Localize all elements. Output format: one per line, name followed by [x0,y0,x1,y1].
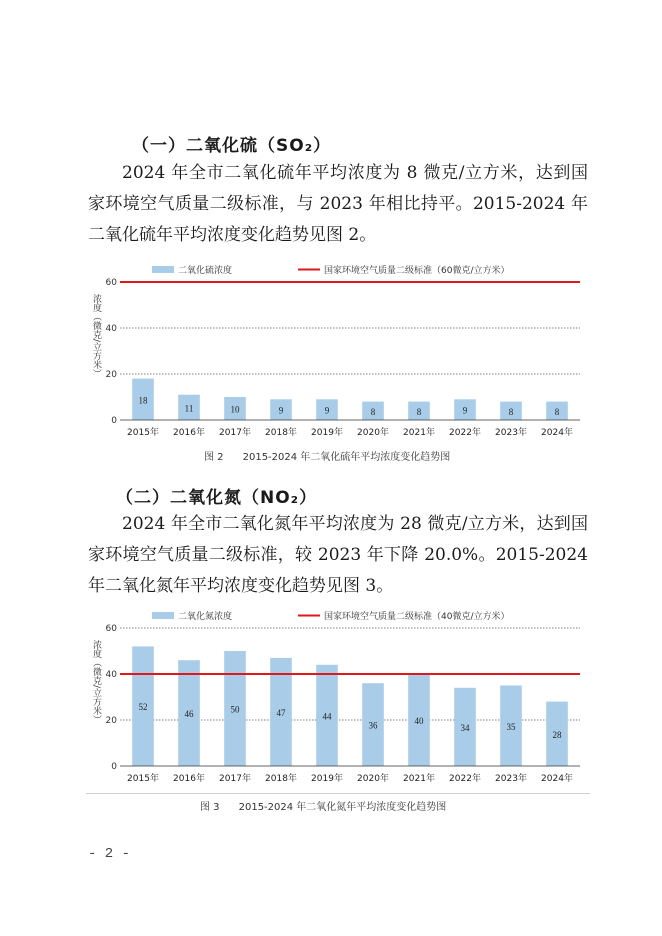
bar-value-label: 8 [416,406,422,417]
x-tick-label: 2018年 [265,774,297,784]
so2-chart-svg [0,260,662,450]
figure-caption-3: 图 3 2015-2024 年二氧化氮年平均浓度变化趋势图 [200,802,447,813]
legend-bar-swatch [152,266,174,273]
no2-chart-svg [0,606,662,796]
x-tick-label: 2020年 [357,428,389,438]
y-tick-label: 20 [105,370,117,380]
section-heading-so2: （一）二氧化硫（SO₂） [132,136,332,156]
chart-bottom-rule [86,793,590,794]
legend-standard-label: 国家环境空气质量二级标准（40微克/立方米） [324,612,510,622]
legend-bar-swatch [152,612,174,619]
x-tick-label: 2019年 [311,428,343,438]
x-tick-label: 2015年 [127,428,159,438]
x-tick-label: 2016年 [173,428,205,438]
y-axis-label: 浓度（微克/立方米） [91,640,101,725]
x-tick-label: 2018年 [265,428,297,438]
x-tick-label: 2021年 [403,774,435,784]
bar-value-label: 47 [276,707,286,718]
bar-value-label: 50 [230,704,240,715]
paragraph-so2-text: 2024 年全市二氧化硫年平均浓度为 8 微克/立方米，达到国家环境空气质量二级标准，与 2023 年相比持平。2015-2024 年二氧化硫年平均浓度变化趋势见图 2。 [88,163,588,245]
x-tick-label: 2017年 [219,428,251,438]
x-tick-label: 2022年 [449,428,481,438]
y-tick-label: 60 [105,278,117,288]
y-tick-label: 0 [111,416,117,426]
figure-caption-2: 图 2 2015-2024 年二氧化硫年平均浓度变化趋势图 [204,452,451,463]
bar-value-label: 36 [368,720,378,731]
paragraph-so2 [88,158,588,251]
chart-so2 [0,260,662,450]
page-number: - 2 - [88,846,131,862]
y-tick-label: 20 [105,716,117,726]
legend-bar-label: 二氧化硫浓度 [178,266,233,276]
x-tick-label: 2024年 [541,428,573,438]
y-tick-label: 40 [105,324,117,334]
paragraph-no2 [88,509,588,602]
bar-value-label: 9 [462,405,468,416]
bar-value-label: 40 [414,716,424,726]
x-tick-label: 2016年 [173,774,205,784]
y-tick-label: 0 [111,762,117,772]
bar-value-label: 18 [138,395,148,406]
bar-value-label: 46 [184,709,194,720]
legend-standard-label: 国家环境空气质量二级标准（60微克/立方米） [324,266,510,276]
section-heading-no2: （二）二氧化氮（NO₂） [116,488,318,508]
bar-value-label: 8 [508,406,514,417]
bar-value-label: 9 [278,405,284,416]
bar-value-label: 35 [506,721,516,732]
legend-bar-label: 二氧化氮浓度 [178,612,233,622]
x-tick-label: 2022年 [449,774,481,784]
bar-value-label: 44 [322,711,332,722]
bar-value-label: 34 [460,722,470,733]
x-tick-label: 2017年 [219,774,251,784]
bar-value-label: 28 [552,729,562,740]
bar-value-label: 8 [370,406,376,417]
bar-value-label: 9 [324,405,330,416]
y-tick-label: 40 [105,670,117,680]
bar-value-label: 11 [184,403,194,414]
x-tick-label: 2023年 [495,428,527,438]
x-tick-label: 2023年 [495,774,527,784]
x-tick-label: 2020年 [357,774,389,784]
y-tick-label: 60 [105,624,117,634]
bar-value-label: 8 [554,406,560,417]
x-tick-label: 2021年 [403,428,435,438]
paragraph-no2-text: 2024 年全市二氧化氮年平均浓度为 28 微克/立方米，达到国家环境空气质量二级标准，较 2023 年下降 20.0%。2015-2024 年二氧化氮年平均浓度变化趋势见图 3。 [88,514,588,596]
x-tick-label: 2024年 [541,774,573,784]
y-axis-label: 浓度（微克/立方米） [91,294,101,379]
bar-value-label: 10 [230,404,240,415]
x-tick-label: 2019年 [311,774,343,784]
chart-no2 [0,606,662,796]
bar-value-label: 52 [138,702,148,713]
x-tick-label: 2015年 [127,774,159,784]
